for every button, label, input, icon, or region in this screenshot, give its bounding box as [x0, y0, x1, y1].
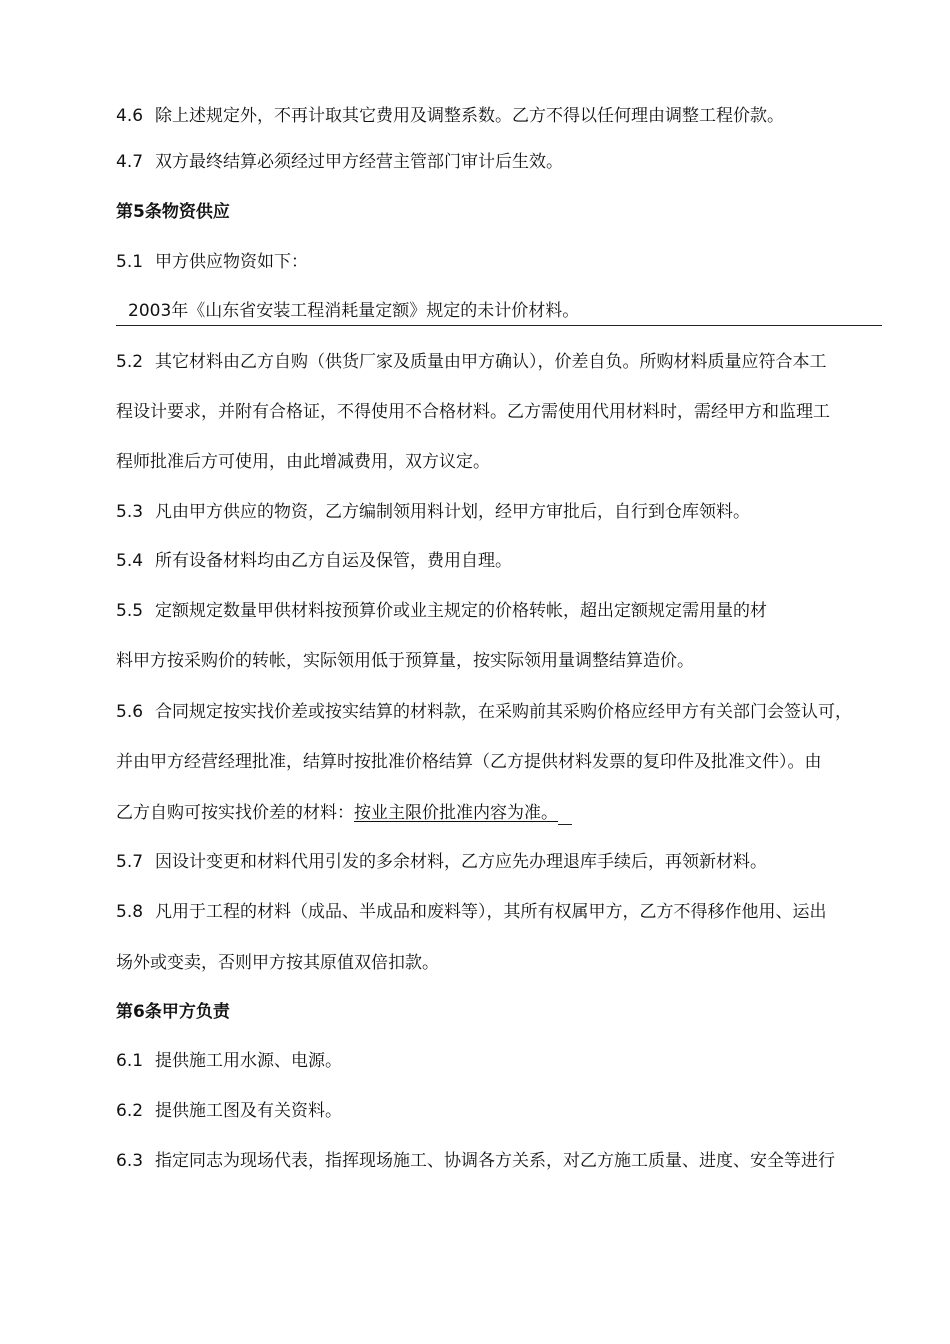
clause-text: 除上述规定外，不再计取其它费用及调整系数。乙方不得以任何理由调整工程价款。 — [155, 106, 784, 126]
clause-text: 其它材料由乙方自购（供货厂家及质量由甲方确认），价差自负。所购材料质量应符合本工 — [155, 352, 827, 372]
clause-6-3 — [116, 1149, 835, 1173]
clause-5-8 — [116, 900, 827, 924]
clause-5-1 — [116, 250, 308, 274]
blank-underline — [558, 807, 572, 825]
clause-5-6 — [116, 700, 852, 724]
clause-5-5-cont: 料甲方按采购价的转帐，实际领用低于预算量，按实际领用量调整结算造价。 — [116, 651, 694, 671]
clause-text: 甲方供应物资如下： — [155, 252, 308, 272]
clause-number: 5.7 — [116, 852, 144, 872]
fill-in-text: 按业主限价批准内容为准。 — [354, 803, 558, 823]
clause-6-1 — [116, 1049, 342, 1073]
section-heading-5: 第5条物资供应 — [116, 202, 230, 222]
clause-number: 5.3 — [116, 502, 144, 522]
clause-text: 凡由甲方供应的物资，乙方编制领用料计划，经甲方审批后，自行到仓库领料。 — [155, 502, 750, 522]
clause-5-3 — [116, 500, 750, 524]
fill-in-line-5-1 — [116, 299, 882, 326]
clause-text: 因设计变更和材料代用引发的多余材料，乙方应先办理退库手续后，再领新材料。 — [155, 852, 767, 872]
clause-text: 双方最终结算必须经过甲方经营主管部门审计后生效。 — [155, 152, 563, 172]
clause-5-4 — [116, 549, 512, 573]
clause-number: 5.4 — [116, 551, 144, 571]
clause-4-7 — [116, 150, 563, 174]
clause-5-2-cont-1: 程设计要求，并附有合格证，不得使用不合格材料。乙方需使用代用材料时，需经甲方和监理工 — [116, 402, 830, 422]
clause-text: 提供施工图及有关资料。 — [155, 1101, 342, 1121]
clause-text: 凡用于工程的材料（成品、半成品和废料等），其所有权属甲方，乙方不得移作他用、运出 — [155, 902, 827, 922]
clause-number: 6.3 — [116, 1151, 144, 1171]
section-heading-6: 第6条甲方负责 — [116, 1002, 230, 1022]
clause-5-6-cont-1: 并由甲方经营经理批准，结算时按批准价格结算（乙方提供材料发票的复印件及批准文件）。由 — [116, 752, 822, 772]
clause-text: 提供施工用水源、电源。 — [155, 1051, 342, 1071]
clause-5-7 — [116, 850, 767, 874]
clause-number: 6.2 — [116, 1101, 144, 1121]
clause-4-6 — [116, 104, 784, 128]
clause-number: 5.8 — [116, 902, 144, 922]
clause-5-5 — [116, 599, 767, 623]
clause-text: 指定同志为现场代表，指挥现场施工、协调各方关系，对乙方施工质量、进度、安全等进行 — [155, 1151, 835, 1171]
clause-5-6-cont-2 — [116, 801, 572, 825]
clause-5-2-cont-2: 程师批准后方可使用，由此增减费用，双方议定。 — [116, 452, 490, 472]
clause-text: 定额规定数量甲供材料按预算价或业主规定的价格转帐，超出定额规定需用量的材 — [155, 601, 767, 621]
clause-text: 乙方自购可按实找价差的材料： — [116, 803, 354, 823]
fill-in-text: 2003年《山东省安装工程消耗量定额》规定的未计价材料。 — [128, 301, 580, 321]
clause-5-8-cont: 场外或变卖，否则甲方按其原值双倍扣款。 — [116, 953, 439, 973]
clause-number: 6.1 — [116, 1051, 144, 1071]
clause-6-2 — [116, 1099, 342, 1123]
clause-text: 所有设备材料均由乙方自运及保管，费用自理。 — [155, 551, 512, 571]
clause-number: 5.5 — [116, 601, 144, 621]
clause-5-2 — [116, 350, 827, 374]
clause-number: 5.2 — [116, 352, 144, 372]
clause-number: 4.6 — [116, 106, 144, 126]
clause-number: 5.1 — [116, 252, 144, 272]
clause-number: 5.6 — [116, 702, 144, 722]
clause-text: 合同规定按实找价差或按实结算的材料款，在采购前其采购价格应经甲方有关部门会签认可， — [155, 702, 852, 722]
clause-number: 4.7 — [116, 152, 144, 172]
